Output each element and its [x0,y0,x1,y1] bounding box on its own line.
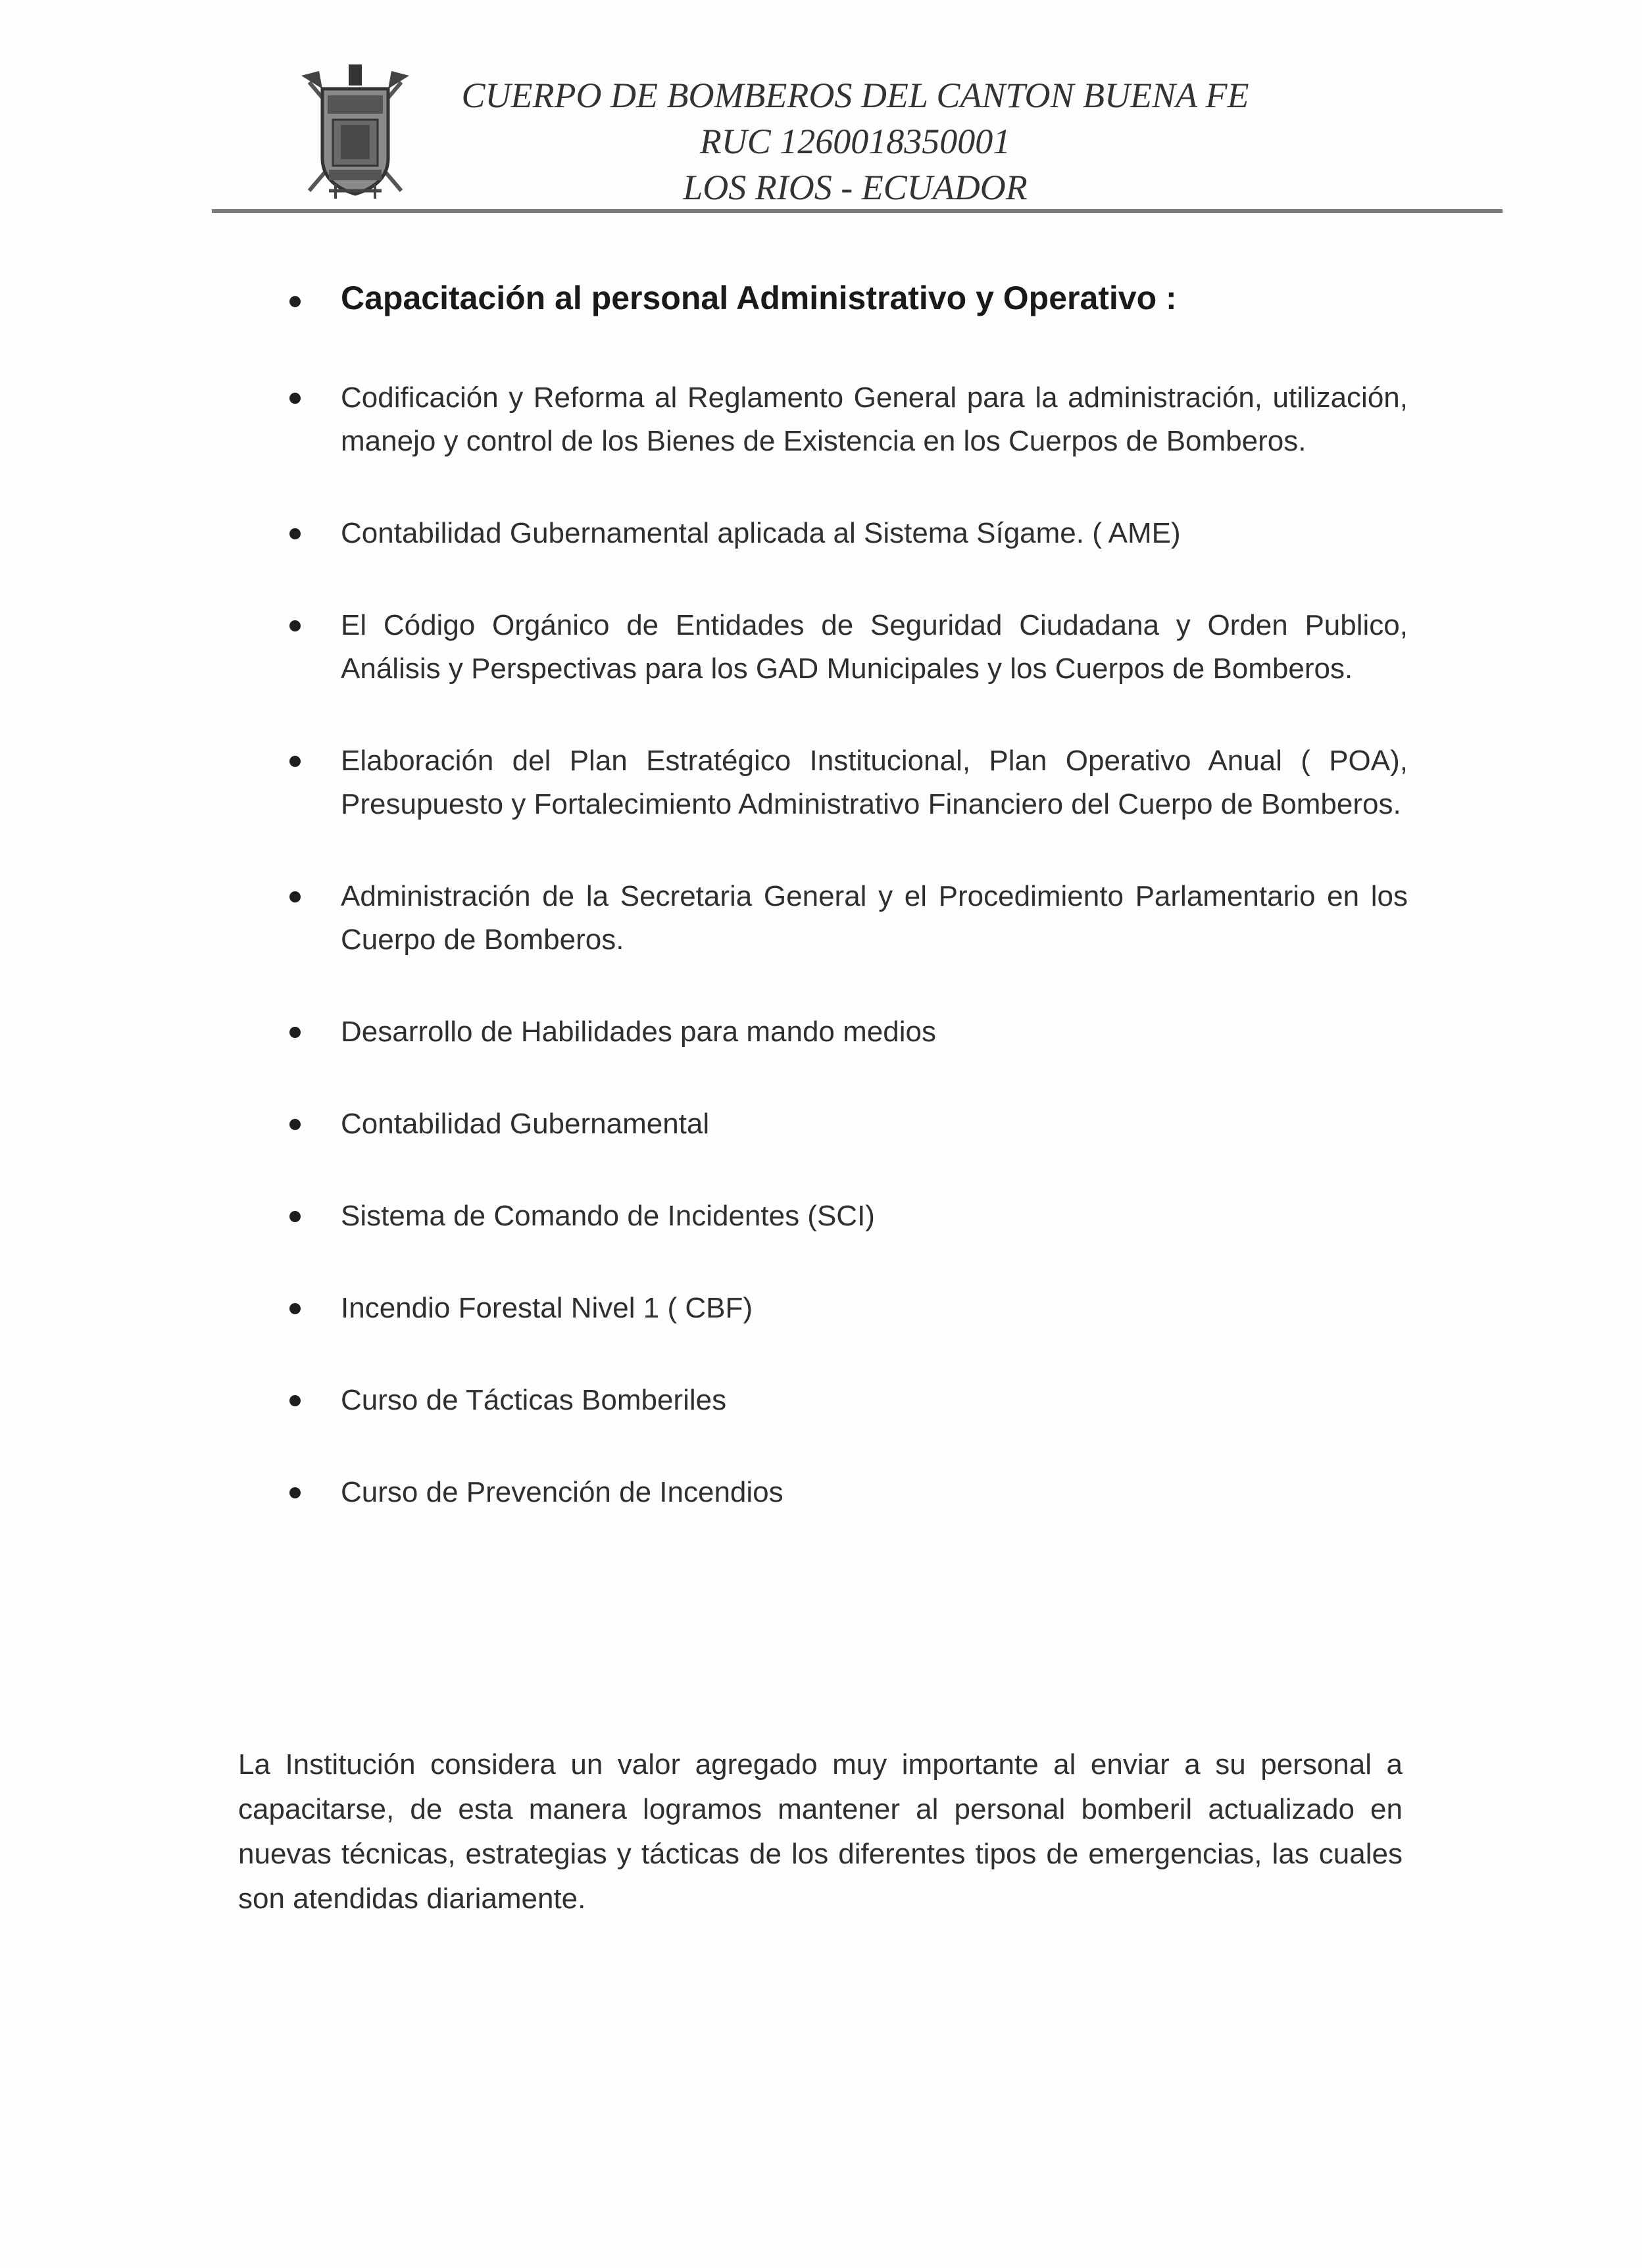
closing-paragraph: La Institución considera un valor agregado muy importante al enviar a su personal a capacitarse, de esta manera logramos mantener al personal bomberil actualizado en nuevas técnicas, estrategias y tácticas de los diferentes tipos de emergencias, las cuales son atendidas diariamente. [238,1748,1403,1915]
bullet-icon [289,1027,301,1038]
list-item [289,276,1408,320]
bullet-icon [289,620,301,631]
list-item-text: Administración de la Secretaria General y el Procedimiento Parlamentario en los Cuerpo de Bomberos. [341,880,1408,956]
list-item-text: El Código Orgánico de Entidades de Seguridad Ciudadana y Orden Publico, Análisis y Perspectivas para los GAD Municipales y los Cuerpos de Bomberos. [341,609,1408,685]
list-item [289,1379,1408,1422]
bullet-icon [289,528,301,539]
bullet-icon [289,393,301,404]
list-item-text: Contabilidad Gubernamental [341,1108,710,1140]
list-item [289,875,1408,962]
list-item-text: Desarrollo de Habilidades para mando medios [341,1016,936,1048]
bullet-icon [289,1395,301,1406]
letterhead [395,72,1316,210]
bullet-icon [289,1487,301,1498]
list-item [289,512,1408,555]
list-item [289,1471,1408,1514]
letterhead-location: LOS RIOS - ECUADOR [683,168,1028,207]
list-item [289,1010,1408,1054]
list-item [289,604,1408,691]
header-divider [212,209,1503,213]
list-item-text: Elaboración del Plan Estratégico Institucional, Plan Operativo Anual ( POA), Presupuesto y Fortalecimiento Administrativo Financiero del Cuerpo de Bomberos. [341,745,1408,820]
list-item-text: Codificación y Reforma al Reglamento General para la administración, utilización, manejo y control de los Bienes de Existencia en los Cuerpos de Bomberos. [341,382,1408,457]
list-item-text: Curso de Tácticas Bomberiles [341,1384,727,1416]
list-item-text: Contabilidad Gubernamental aplicada al Sistema Sígame. ( AME) [341,517,1181,549]
bullet-icon [289,891,301,902]
list-item [289,1102,1408,1146]
section-heading: Capacitación al personal Administrativo y Operativo : [341,280,1177,316]
list-item [289,1287,1408,1330]
bullet-icon [289,1119,301,1130]
list-item [289,739,1408,826]
bullet-icon [289,1303,301,1314]
list-item-text: Curso de Prevención de Incendios [341,1476,784,1508]
list-item [289,376,1408,463]
bullet-icon [289,296,301,307]
list-item-text: Incendio Forestal Nivel 1 ( CBF) [341,1292,753,1324]
list-item [289,1195,1408,1238]
bullet-icon [289,756,301,767]
letterhead-ruc: RUC 1260018350001 [699,122,1011,161]
letterhead-institution-name: CUERPO DE BOMBEROS DEL CANTON BUENA FE [461,76,1249,115]
bullet-icon [289,1211,301,1222]
training-list [289,276,1408,1514]
list-item-text: Sistema de Comando de Incidentes (SCI) [341,1200,875,1232]
